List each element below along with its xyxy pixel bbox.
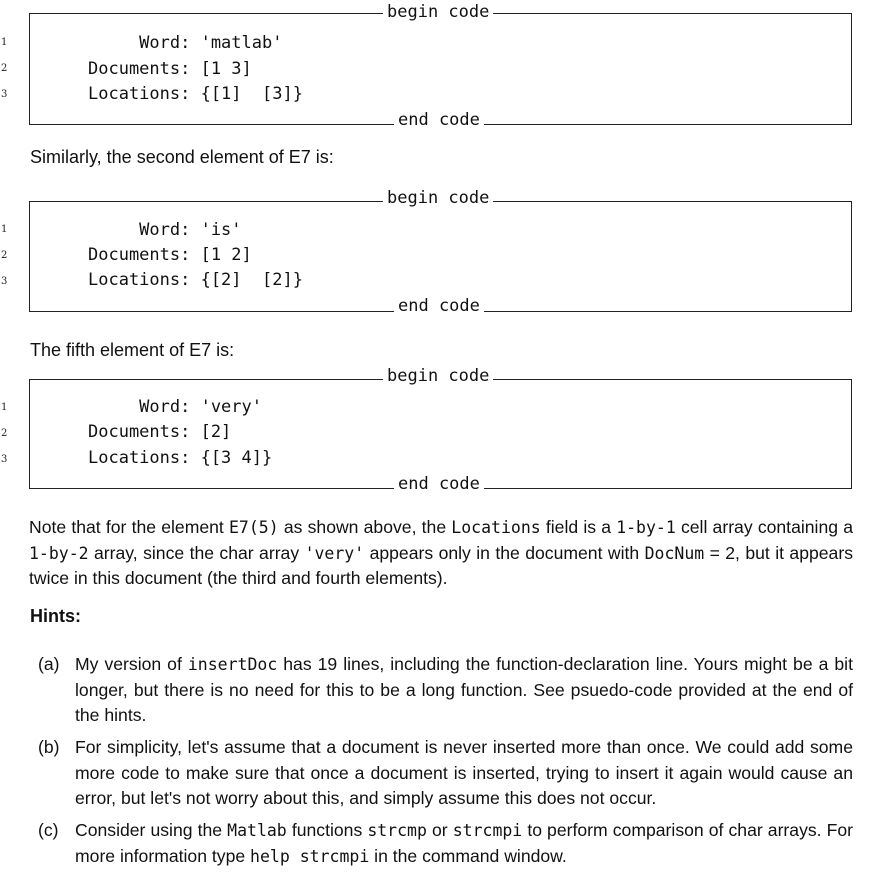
intro-text: Similarly, the second element of E7 is:: [30, 147, 334, 167]
code-line: Documents: [1 2]: [88, 245, 252, 265]
code-line: Documents: [2]: [88, 422, 232, 442]
line-number: 1: [1, 37, 8, 48]
code-line: Word: 'matlab': [88, 33, 283, 53]
hint-item-c: [30, 818, 853, 870]
begin-code-marker: begin code: [383, 188, 493, 208]
line-number: 3: [1, 276, 8, 287]
hint-item-b: [30, 735, 853, 813]
note-paragraph: Note that for the element E7(5) as shown above, the Locations field is a 1-by-1 cell array containing a 1-by-2 array, since the char array 'very' appears only in the document with DocNum = 2, but it appears twice in this document (the third and fourth elements).: [29, 517, 853, 588]
end-code-marker: end code: [394, 110, 484, 130]
end-code-marker: end code: [394, 474, 484, 494]
hint-label: (a): [38, 654, 60, 674]
hint-label: (b): [38, 737, 60, 757]
line-number: 2: [1, 250, 8, 261]
code-line: Locations: {[3 4]}: [88, 448, 273, 468]
begin-code-marker: begin code: [383, 2, 493, 22]
hint-label: (c): [38, 820, 59, 840]
line-number: 1: [1, 402, 8, 413]
begin-code-marker: begin code: [383, 366, 493, 386]
code-line: Locations: {[1] [3]}: [88, 84, 303, 104]
line-number: 3: [1, 454, 8, 465]
line-number: 3: [1, 89, 8, 100]
end-code-marker: end code: [394, 296, 484, 316]
line-number: 2: [1, 63, 8, 74]
code-line: Documents: [1 3]: [88, 59, 252, 79]
code-line: Locations: {[2] [2]}: [88, 270, 303, 290]
line-number: 2: [1, 428, 8, 439]
hint-text: For simplicity, let's assume that a document is never inserted more than once. We could add some more code to make sure that once a document is inserted, trying to insert it again would cause an error, but let's not worry about this, and simply assume this does not occur.: [75, 737, 853, 808]
line-number: 1: [1, 224, 8, 235]
code-line: Word: 'very': [88, 397, 262, 417]
intro-text: The fifth element of E7 is:: [30, 340, 235, 360]
code-line: Word: 'is': [88, 220, 242, 240]
hints-heading: Hints:: [30, 606, 81, 626]
hint-text: Consider using the Matlab functions strcmp or strcmpi to perform comparison of char arrays. For more information type help strcmpi in the command window.: [75, 820, 854, 866]
hint-item-a: [30, 652, 853, 730]
hint-text: My version of insertDoc has 19 lines, including the function-declaration line. Yours might be a bit longer, but there is no need for this to be a long function. See psuedo-code provided at the end of the hints.: [75, 654, 853, 725]
